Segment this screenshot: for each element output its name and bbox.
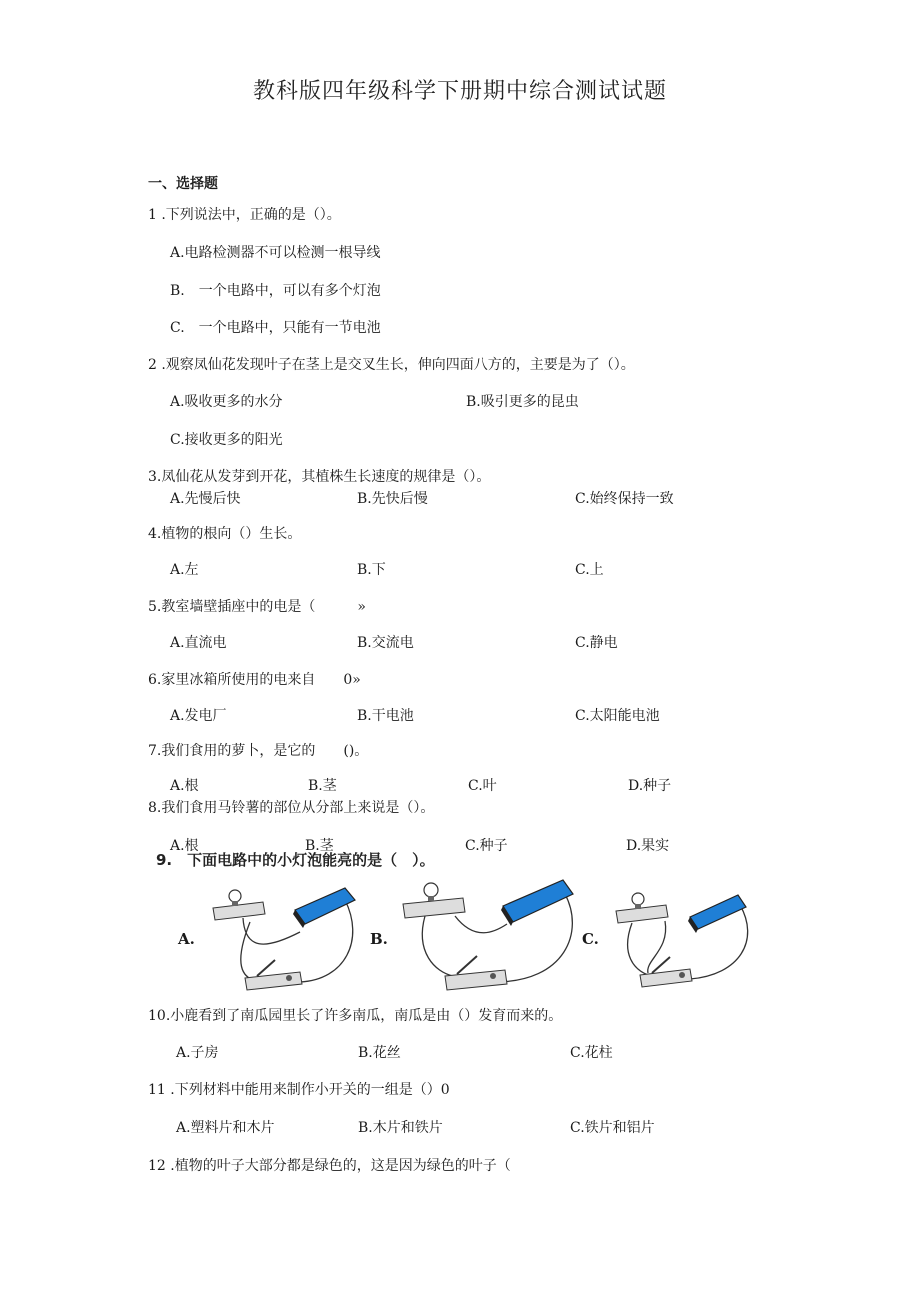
question-3: 3.凤仙花从发芽到开花，其植株生长速度的规律是（）。 <box>148 469 491 485</box>
q8-option-a: A.根 <box>170 838 199 854</box>
q1-option-c: C. 一个电路中，只能有一节电池 <box>170 320 381 336</box>
question-10: 10.小鹿看到了南瓜园里长了许多南瓜，南瓜是由（）发育而来的。 <box>148 1008 563 1024</box>
q5-option-a: A.直流电 <box>170 635 227 651</box>
question-12: 12 .植物的叶子大部分都是绿色的，这是因为绿色的叶子（ <box>148 1158 511 1174</box>
q9-label-b: B. <box>370 930 388 948</box>
question-7: 7.我们食用的萝卜，是它的 ()。 <box>148 743 369 759</box>
q5-option-b: B.交流电 <box>357 635 414 651</box>
circuit-a-image <box>205 880 365 1000</box>
q10-option-b: B.花丝 <box>358 1045 401 1061</box>
q7-option-d: D.种子 <box>628 778 672 794</box>
question-9: 9. 下面电路中的小灯泡能亮的是（ ）。 <box>156 851 435 869</box>
q7-option-c: C.叶 <box>468 778 497 794</box>
q6-option-a: A.发电厂 <box>170 708 227 724</box>
q9-label-a: A. <box>178 930 195 948</box>
page-title: 教科版四年级科学下册期中综合测试试题 <box>252 79 667 104</box>
q2-option-c: C.接收更多的阳光 <box>170 432 283 448</box>
q3-option-b: B.先快后慢 <box>357 491 428 507</box>
question-1: 1 .下列说法中，正确的是（）。 <box>148 207 341 223</box>
q7-option-b: B.茎 <box>308 778 337 794</box>
question-2: 2 .观察凤仙花发现叶子在茎上是交叉生长，伸向四面八方的，主要是为了（）。 <box>148 357 635 373</box>
q10-option-c: C.花柱 <box>570 1045 613 1061</box>
section-heading: 一、选择题 <box>148 176 218 192</box>
q8-option-d: D.果实 <box>626 838 670 854</box>
q6-option-b: B.干电池 <box>357 708 414 724</box>
circuit-b-image <box>395 872 580 1002</box>
q4-option-b: B.下 <box>357 562 386 578</box>
q11-option-b: B.木片和铁片 <box>358 1120 443 1136</box>
q4-option-c: C.上 <box>575 562 604 578</box>
q2-option-b: B.吸引更多的昆虫 <box>466 394 579 410</box>
q2-option-a: A.吸收更多的水分 <box>170 394 283 410</box>
question-5: 5.教室墙壁插座中的电是（ » <box>148 599 366 615</box>
q5-option-c: C.静电 <box>575 635 618 651</box>
question-11: 11 .下列材料中能用来制作小开关的一组是（）0 <box>148 1082 450 1098</box>
q7-option-a: A.根 <box>170 778 199 794</box>
q4-option-a: A.左 <box>170 562 199 578</box>
circuit-c-image <box>610 885 760 995</box>
q8-option-b: B.茎 <box>305 838 334 854</box>
q6-option-c: C.太阳能电池 <box>575 708 660 724</box>
q3-option-c: C.始终保持一致 <box>575 491 674 507</box>
q10-option-a: A.子房 <box>176 1045 219 1061</box>
q11-option-c: C.铁片和铝片 <box>570 1120 655 1136</box>
q8-option-c: C.种子 <box>465 838 508 854</box>
q1-option-a: A.电路检测器不可以检测一根导线 <box>170 245 381 261</box>
q11-option-a: A.塑料片和木片 <box>176 1120 275 1136</box>
question-6: 6.家里冰箱所使用的电来自 0» <box>148 672 361 688</box>
q3-option-a: A.先慢后快 <box>170 491 241 507</box>
q9-label-c: C. <box>582 930 599 948</box>
q1-option-b: B. 一个电路中，可以有多个灯泡 <box>170 283 381 299</box>
question-4: 4.植物的根向（）生长。 <box>148 526 302 542</box>
question-8: 8.我们食用马铃薯的部位从分部上来说是（）。 <box>148 800 435 816</box>
